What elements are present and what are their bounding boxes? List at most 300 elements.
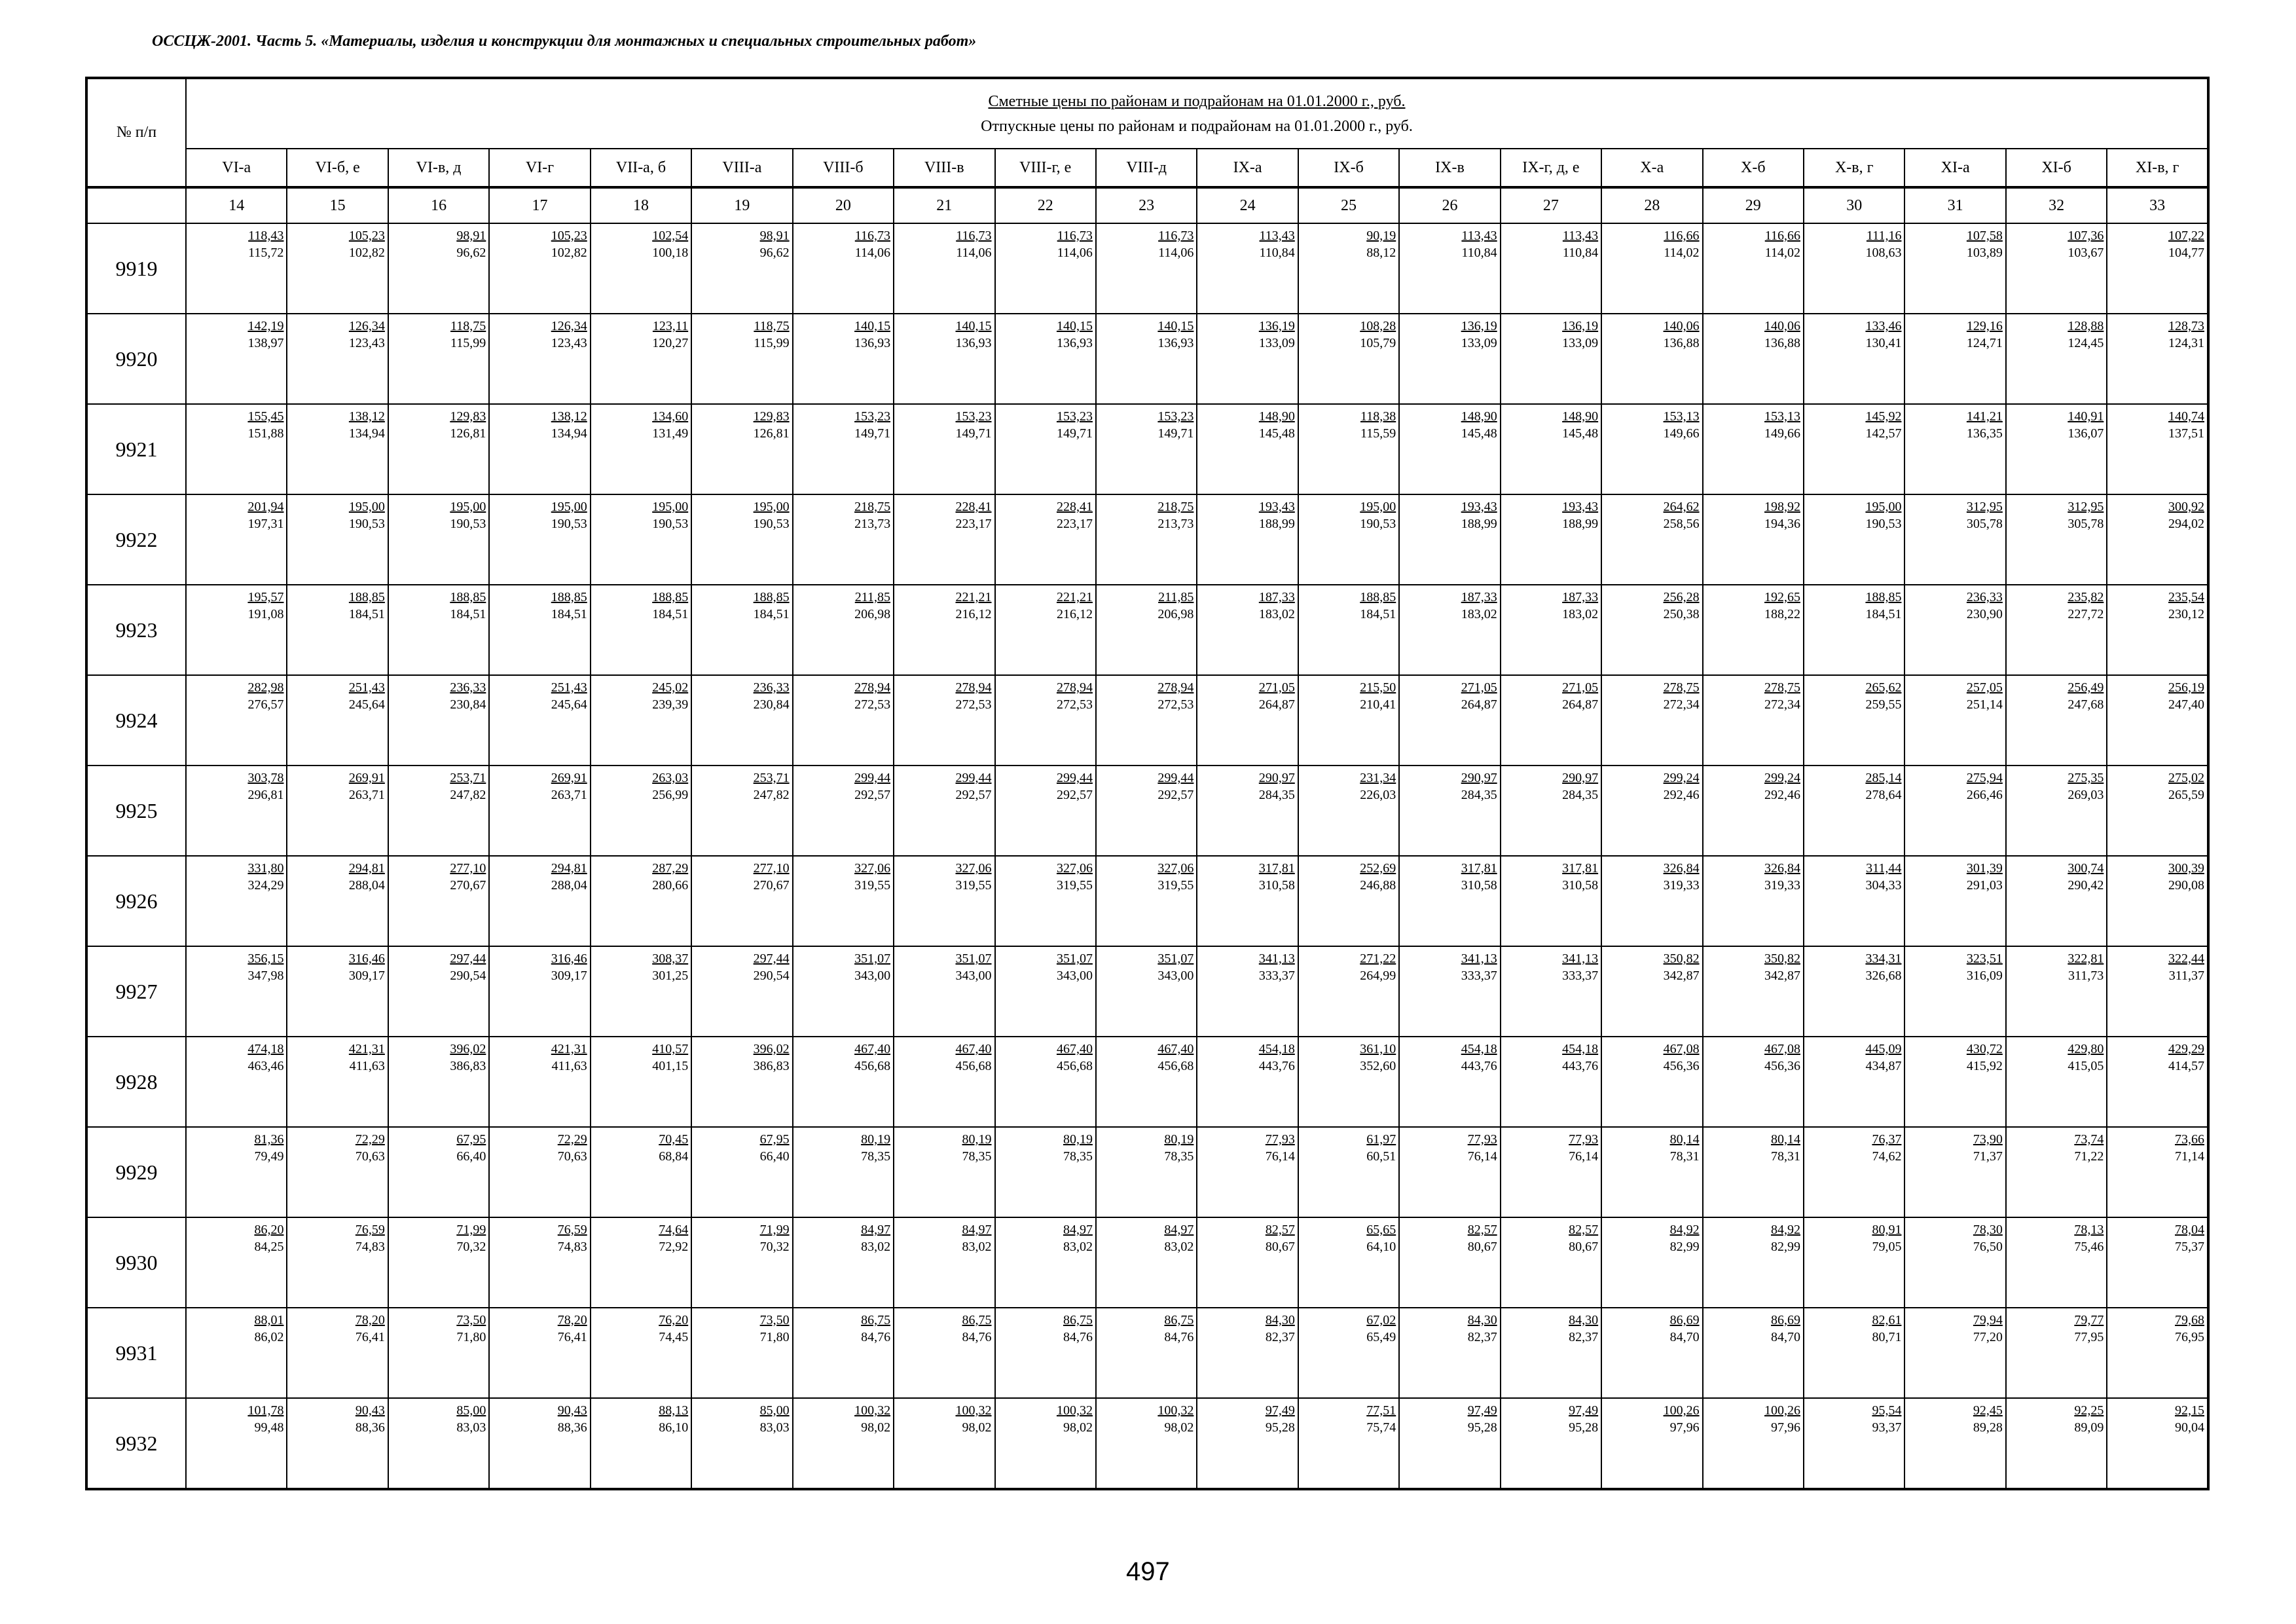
estimate-price: 198,92	[1764, 500, 1800, 514]
estimate-price: 467,40	[955, 1042, 992, 1056]
estimate-price: 81,36	[254, 1132, 284, 1147]
price-cell	[2107, 585, 2208, 675]
column-number-row	[86, 187, 2208, 223]
estimate-price: 311,44	[1866, 861, 1902, 876]
estimate-price: 86,75	[1164, 1313, 1194, 1327]
region-header: IX-б	[1298, 149, 1399, 187]
price-cell	[591, 223, 691, 314]
release-price: 290,54	[753, 969, 790, 983]
estimate-price: 84,97	[861, 1223, 891, 1237]
price-cell	[1298, 1308, 1399, 1398]
estimate-price: 396,02	[450, 1042, 486, 1056]
release-price: 65,49	[1366, 1330, 1396, 1344]
price-cell	[388, 856, 489, 946]
price-cell	[1399, 494, 1500, 585]
estimate-price: 111,16	[1866, 229, 1902, 243]
estimate-price: 195,57	[247, 590, 284, 604]
estimate-price: 275,94	[1966, 771, 2003, 785]
release-price: 126,81	[753, 426, 790, 441]
release-price: 97,96	[1669, 1420, 1700, 1435]
release-price: 305,78	[1966, 517, 2003, 531]
price-cell	[793, 223, 894, 314]
release-price: 216,12	[1056, 607, 1093, 621]
table-row	[86, 856, 2208, 946]
price-cell	[1804, 1308, 1904, 1398]
price-cell	[287, 946, 388, 1037]
region-header: X-б	[1703, 149, 1804, 187]
release-price: 89,28	[1973, 1420, 2003, 1435]
release-price: 78,35	[861, 1149, 891, 1164]
estimate-price: 140,15	[1056, 319, 1093, 333]
price-cell	[1804, 585, 1904, 675]
release-price: 319,55	[854, 878, 891, 893]
estimate-price: 187,33	[1461, 590, 1497, 604]
column-number: 27	[1501, 187, 1601, 223]
estimate-price: 153,23	[955, 409, 992, 424]
region-header: VIII-а	[691, 149, 792, 187]
release-price: 230,84	[753, 697, 790, 712]
price-cell	[894, 404, 994, 494]
release-price: 114,02	[1664, 246, 1700, 260]
release-price: 60,51	[1366, 1149, 1396, 1164]
estimate-price: 187,33	[1258, 590, 1295, 604]
estimate-price: 123,11	[652, 319, 689, 333]
estimate-price: 467,40	[1157, 1042, 1194, 1056]
estimate-price: 78,20	[557, 1313, 587, 1327]
price-cell	[793, 856, 894, 946]
release-price: 278,64	[1865, 788, 1902, 802]
estimate-price: 341,13	[1461, 951, 1497, 966]
release-price: 86,02	[254, 1330, 284, 1344]
estimate-price: 327,06	[854, 861, 891, 876]
column-number: 26	[1399, 187, 1500, 223]
estimate-price: 278,75	[1764, 680, 1800, 695]
release-price: 72,92	[659, 1240, 689, 1254]
column-number: 19	[691, 187, 792, 223]
price-cell	[1601, 1127, 1702, 1217]
estimate-price: 118,75	[754, 319, 790, 333]
price-cell	[1096, 494, 1197, 585]
release-price: 138,97	[247, 336, 284, 350]
estimate-price: 142,19	[247, 319, 284, 333]
estimate-price: 301,39	[1966, 861, 2003, 876]
price-cell	[186, 1037, 287, 1127]
price-cell	[1703, 946, 1804, 1037]
release-price: 90,04	[2175, 1420, 2204, 1435]
estimate-price: 341,13	[1562, 951, 1599, 966]
release-price: 270,67	[753, 878, 790, 893]
release-price: 263,71	[348, 788, 385, 802]
release-price: 84,76	[1063, 1330, 1093, 1344]
release-price: 319,55	[955, 878, 992, 893]
release-price: 76,41	[557, 1330, 587, 1344]
release-price: 304,33	[1865, 878, 1902, 893]
price-cell	[793, 675, 894, 766]
estimate-price: 148,90	[1461, 409, 1497, 424]
release-price: 292,46	[1764, 788, 1800, 802]
estimate-price: 294,81	[551, 861, 587, 876]
release-price: 197,31	[247, 517, 284, 531]
release-price: 290,42	[2068, 878, 2104, 893]
release-price: 95,28	[1265, 1420, 1295, 1435]
release-price: 309,17	[348, 969, 385, 983]
estimate-price: 77,93	[1569, 1132, 1599, 1147]
price-cell	[1096, 585, 1197, 675]
price-cell	[1601, 494, 1702, 585]
release-price: 89,09	[2074, 1420, 2104, 1435]
price-cell	[894, 1217, 994, 1308]
price-cell	[1298, 1217, 1399, 1308]
release-price: 78,35	[1164, 1149, 1194, 1164]
price-cell	[1804, 1217, 1904, 1308]
release-price: 98,02	[962, 1420, 992, 1435]
release-price: 133,09	[1562, 336, 1599, 350]
release-price: 83,02	[861, 1240, 891, 1254]
release-price: 80,67	[1569, 1240, 1599, 1254]
release-price: 245,64	[348, 697, 385, 712]
estimate-price: 236,33	[753, 680, 790, 695]
price-cell	[894, 585, 994, 675]
release-prices-title: Отпускные цены по районам и подрайонам на 01.01.2000 г., руб.	[981, 117, 1413, 135]
release-price: 70,32	[456, 1240, 486, 1254]
estimate-price: 97,49	[1467, 1403, 1497, 1418]
release-price: 190,53	[1360, 517, 1396, 531]
estimate-price: 98,91	[759, 229, 790, 243]
estimate-price: 299,44	[1157, 771, 1194, 785]
item-number: 9928	[86, 1037, 186, 1127]
release-price: 246,88	[1360, 878, 1396, 893]
estimate-price: 317,81	[1562, 861, 1599, 876]
price-cell	[1298, 494, 1399, 585]
price-cell	[287, 1127, 388, 1217]
release-price: 95,28	[1569, 1420, 1599, 1435]
estimate-price: 84,97	[1164, 1223, 1194, 1237]
price-cell	[995, 585, 1096, 675]
price-cell	[793, 1127, 894, 1217]
price-cell	[1399, 1217, 1500, 1308]
price-cell	[186, 946, 287, 1037]
release-price: 316,09	[1966, 969, 2003, 983]
price-cell	[995, 1398, 1096, 1489]
estimate-price: 136,19	[1562, 319, 1599, 333]
price-cell	[287, 1037, 388, 1127]
price-cell	[1501, 585, 1601, 675]
release-price: 136,93	[854, 336, 891, 350]
release-price: 136,88	[1663, 336, 1700, 350]
release-price: 310,58	[1461, 878, 1497, 893]
estimate-price: 118,43	[248, 229, 284, 243]
release-price: 183,02	[1258, 607, 1295, 621]
price-cell	[186, 1127, 287, 1217]
release-price: 288,04	[348, 878, 385, 893]
table-row	[86, 1217, 2208, 1308]
estimate-price: 80,19	[1164, 1132, 1194, 1147]
price-cell	[894, 946, 994, 1037]
estimate-price: 73,50	[456, 1313, 486, 1327]
estimate-price: 351,07	[955, 951, 992, 966]
estimate-price: 421,31	[348, 1042, 385, 1056]
price-cell	[287, 856, 388, 946]
release-price: 311,73	[2068, 969, 2104, 983]
release-price: 136,93	[1157, 336, 1194, 350]
release-price: 102,82	[348, 246, 385, 260]
release-price: 216,12	[955, 607, 992, 621]
release-price: 184,51	[551, 607, 587, 621]
release-price: 78,31	[1669, 1149, 1700, 1164]
release-price: 343,00	[854, 969, 891, 983]
estimate-price: 77,93	[1467, 1132, 1497, 1147]
release-price: 284,35	[1461, 788, 1497, 802]
release-price: 311,37	[2168, 969, 2204, 983]
estimate-price: 138,12	[551, 409, 587, 424]
price-cell	[1804, 494, 1904, 585]
estimate-price: 278,94	[854, 680, 891, 695]
estimate-price: 290,97	[1562, 771, 1599, 785]
release-price: 280,66	[652, 878, 689, 893]
price-cell	[1601, 946, 1702, 1037]
release-price: 188,22	[1764, 607, 1800, 621]
price-cell	[489, 404, 590, 494]
price-cell	[1197, 314, 1298, 404]
price-cell	[691, 223, 792, 314]
price-cell	[2006, 766, 2107, 856]
price-cell	[1904, 223, 2005, 314]
estimate-price: 290,97	[1461, 771, 1497, 785]
estimate-price: 287,29	[652, 861, 689, 876]
price-cell	[1703, 223, 1804, 314]
price-cell	[1399, 404, 1500, 494]
release-price: 149,66	[1663, 426, 1700, 441]
release-price: 110,84	[1259, 246, 1295, 260]
estimate-price: 282,98	[247, 680, 284, 695]
release-price: 71,80	[759, 1330, 790, 1344]
release-price: 76,14	[1467, 1149, 1497, 1164]
region-header: XI-в, г	[2107, 149, 2208, 187]
column-number: 25	[1298, 187, 1399, 223]
price-cell	[591, 494, 691, 585]
price-cell	[591, 946, 691, 1037]
price-cell	[489, 675, 590, 766]
estimate-price: 271,05	[1258, 680, 1295, 695]
estimate-price: 445,09	[1865, 1042, 1902, 1056]
release-price: 83,03	[456, 1420, 486, 1435]
estimate-price: 126,34	[348, 319, 385, 333]
estimate-price: 84,97	[962, 1223, 992, 1237]
price-cell	[2107, 494, 2208, 585]
release-price: 123,43	[551, 336, 587, 350]
release-price: 77,20	[1973, 1330, 2003, 1344]
release-price: 142,57	[1865, 426, 1902, 441]
price-cell	[1703, 1037, 1804, 1127]
release-price: 70,32	[759, 1240, 790, 1254]
estimate-price: 303,78	[247, 771, 284, 785]
price-cell	[2107, 1217, 2208, 1308]
price-cell	[1904, 1217, 2005, 1308]
estimate-price: 430,72	[1966, 1042, 2003, 1056]
price-cell	[2006, 585, 2107, 675]
release-price: 78,35	[962, 1149, 992, 1164]
price-cell	[1501, 856, 1601, 946]
estimate-price: 74,64	[659, 1223, 689, 1237]
estimate-price: 195,00	[551, 500, 587, 514]
estimate-price: 467,08	[1764, 1042, 1800, 1056]
estimate-price: 129,83	[450, 409, 486, 424]
estimate-price: 79,68	[2175, 1313, 2204, 1327]
estimate-price: 92,25	[2074, 1403, 2104, 1418]
estimate-price: 326,84	[1764, 861, 1800, 876]
column-number: 31	[1904, 187, 2005, 223]
estimate-price: 67,95	[759, 1132, 790, 1147]
estimate-price: 269,91	[348, 771, 385, 785]
estimate-price: 105,23	[348, 229, 385, 243]
estimate-price: 84,97	[1063, 1223, 1093, 1237]
release-price: 266,46	[1966, 788, 2003, 802]
release-price: 84,76	[1164, 1330, 1194, 1344]
release-price: 456,36	[1764, 1059, 1800, 1073]
release-price: 96,62	[456, 246, 486, 260]
release-price: 247,82	[753, 788, 790, 802]
estimate-price: 351,07	[1056, 951, 1093, 966]
release-price: 443,76	[1461, 1059, 1497, 1073]
estimate-price: 195,00	[450, 500, 486, 514]
release-price: 206,98	[1157, 607, 1194, 621]
estimate-price: 140,15	[1157, 319, 1194, 333]
price-cell	[1601, 585, 1702, 675]
price-cell	[1298, 675, 1399, 766]
price-cell	[591, 1308, 691, 1398]
release-price: 269,03	[2068, 788, 2104, 802]
release-price: 247,82	[450, 788, 486, 802]
estimate-price: 187,33	[1562, 590, 1599, 604]
release-price: 256,99	[652, 788, 689, 802]
release-price: 456,68	[854, 1059, 891, 1073]
release-price: 70,63	[355, 1149, 385, 1164]
price-cell	[388, 1127, 489, 1217]
estimate-price: 361,10	[1360, 1042, 1396, 1056]
region-header: VI-в, д	[388, 149, 489, 187]
release-price: 310,58	[1258, 878, 1295, 893]
price-cell	[388, 1398, 489, 1489]
release-price: 149,71	[1157, 426, 1194, 441]
price-cell	[489, 1398, 590, 1489]
estimate-price: 100,32	[854, 1403, 891, 1418]
price-cell	[691, 1308, 792, 1398]
estimate-price: 323,51	[1966, 951, 2003, 966]
estimate-price: 128,88	[2068, 319, 2104, 333]
estimate-price: 299,24	[1764, 771, 1800, 785]
column-number: 24	[1197, 187, 1298, 223]
estimate-price: 341,13	[1258, 951, 1295, 966]
price-cell	[186, 494, 287, 585]
release-price: 190,53	[348, 517, 385, 531]
region-header: VI-б, е	[287, 149, 388, 187]
estimate-price: 201,94	[247, 500, 284, 514]
price-cell	[1501, 675, 1601, 766]
release-price: 104,77	[2168, 246, 2204, 260]
release-price: 145,48	[1461, 426, 1497, 441]
price-cell	[287, 494, 388, 585]
estimate-price: 101,78	[247, 1403, 284, 1418]
price-cell	[1096, 766, 1197, 856]
price-cell	[1399, 946, 1500, 1037]
price-cell	[894, 675, 994, 766]
estimate-price: 299,44	[854, 771, 891, 785]
release-price: 80,67	[1467, 1240, 1497, 1254]
price-cell	[591, 1127, 691, 1217]
estimate-price: 221,21	[955, 590, 992, 604]
estimate-price: 155,45	[247, 409, 284, 424]
release-price: 263,71	[551, 788, 587, 802]
price-cell	[489, 1217, 590, 1308]
price-cell	[1601, 223, 1702, 314]
estimate-price: 195,00	[652, 500, 689, 514]
price-cell	[1904, 675, 2005, 766]
release-price: 151,88	[247, 426, 284, 441]
release-price: 319,55	[1056, 878, 1093, 893]
estimate-price: 195,00	[1865, 500, 1902, 514]
item-number: 9925	[86, 766, 186, 856]
region-header: VI-г	[489, 149, 590, 187]
column-number: 16	[388, 187, 489, 223]
estimate-price: 78,20	[355, 1313, 385, 1327]
estimate-price: 138,12	[348, 409, 385, 424]
release-price: 64,10	[1366, 1240, 1396, 1254]
release-price: 456,68	[1056, 1059, 1093, 1073]
price-cell	[1601, 1308, 1702, 1398]
release-price: 74,45	[659, 1330, 689, 1344]
release-price: 115,59	[1360, 426, 1396, 441]
table-row	[86, 1308, 2208, 1398]
estimate-price: 277,10	[753, 861, 790, 876]
estimate-price: 79,94	[1973, 1313, 2003, 1327]
price-cell	[186, 404, 287, 494]
release-price: 414,57	[2168, 1059, 2204, 1073]
price-cell	[1703, 314, 1804, 404]
release-price: 149,71	[1056, 426, 1093, 441]
price-cell	[691, 1398, 792, 1489]
price-cell	[1501, 1037, 1601, 1127]
column-number: 22	[995, 187, 1096, 223]
estimate-price: 153,23	[854, 409, 891, 424]
estimate-price: 82,61	[1872, 1313, 1902, 1327]
price-cell	[2006, 1127, 2107, 1217]
release-price: 190,53	[753, 517, 790, 531]
estimate-price: 278,94	[955, 680, 992, 695]
estimate-price: 108,28	[1360, 319, 1396, 333]
estimate-price: 85,00	[759, 1403, 790, 1418]
estimate-price: 148,90	[1258, 409, 1295, 424]
release-price: 401,15	[652, 1059, 689, 1073]
release-price: 292,46	[1663, 788, 1700, 802]
release-price: 284,35	[1258, 788, 1295, 802]
estimate-price: 322,44	[2168, 951, 2204, 966]
estimate-price: 195,00	[348, 500, 385, 514]
estimate-price: 77,93	[1265, 1132, 1295, 1147]
price-cell	[1703, 1127, 1804, 1217]
price-cell	[1601, 1037, 1702, 1127]
estimate-price: 97,49	[1265, 1403, 1295, 1418]
release-price: 88,12	[1366, 246, 1396, 260]
estimate-price: 467,08	[1663, 1042, 1700, 1056]
price-cell	[1703, 585, 1804, 675]
estimate-price: 116,73	[1057, 229, 1093, 243]
estimate-price: 410,57	[652, 1042, 689, 1056]
price-cell	[793, 1037, 894, 1127]
estimate-price: 211,85	[1158, 590, 1194, 604]
estimate-price: 76,59	[355, 1223, 385, 1237]
price-cell	[1096, 314, 1197, 404]
estimate-price: 294,81	[348, 861, 385, 876]
